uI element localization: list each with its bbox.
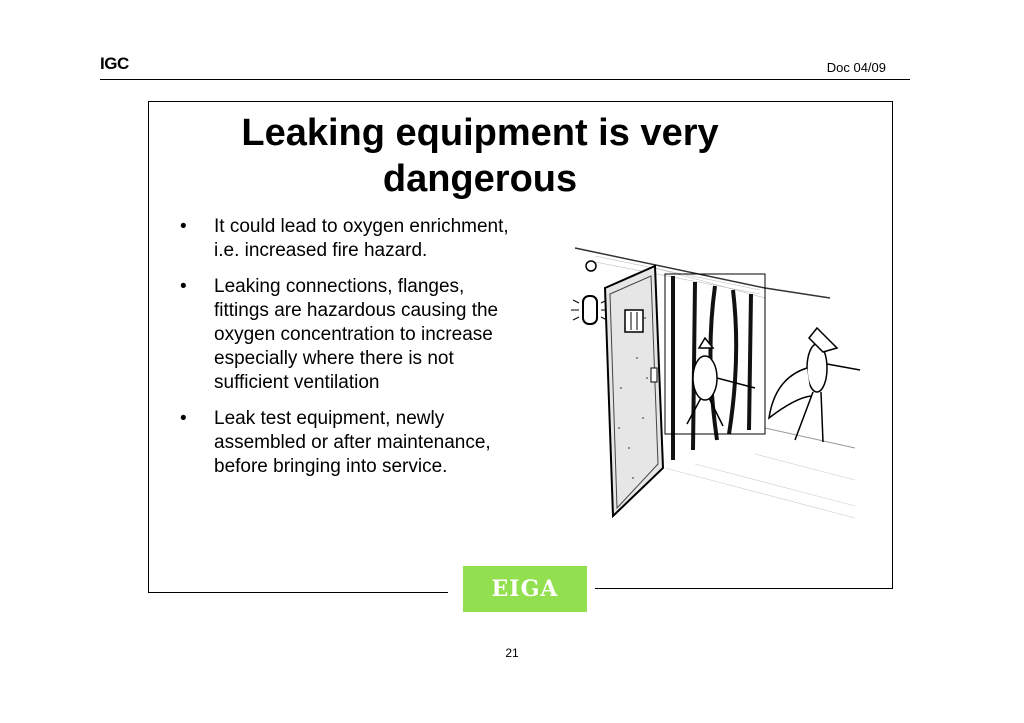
bullet-text: It could lead to oxygen enrichment, i.e. increased fire hazard. <box>214 216 509 261</box>
slide-border-bottom-right <box>595 588 893 589</box>
bullet-icon: • <box>180 216 187 237</box>
jailbreak-illustration <box>555 228 875 528</box>
slide-border-right <box>892 101 893 589</box>
bullet-list <box>180 215 510 491</box>
bullet-icon: • <box>180 276 187 297</box>
bullet-item <box>180 407 510 479</box>
header-rule <box>100 79 910 80</box>
slide-border-top <box>148 101 893 102</box>
bullet-item <box>180 215 510 263</box>
alarm-bell-icon <box>586 261 596 271</box>
bullet-item <box>180 275 510 395</box>
bullet-text: Leak test equipment, newly assembled or after maintenance, before bringing into service. <box>214 408 491 477</box>
header-org: IGC <box>100 54 129 73</box>
slide-border-left <box>148 101 149 593</box>
page-number: 21 <box>505 646 519 660</box>
bullet-icon: • <box>180 408 187 429</box>
slide-title: Leaking equipment is very dangerous <box>241 112 719 200</box>
bullet-text: Leaking connections, flanges, fittings are hazardous causing the oxygen concentration to increase especially where there is not sufficient ventilation <box>214 276 499 393</box>
header-doc-ref: Doc 04/09 <box>826 60 886 75</box>
slide-border-bottom-left <box>148 592 448 593</box>
eiga-logo: EIGA <box>463 566 587 612</box>
alarm-light-icon <box>583 296 597 324</box>
